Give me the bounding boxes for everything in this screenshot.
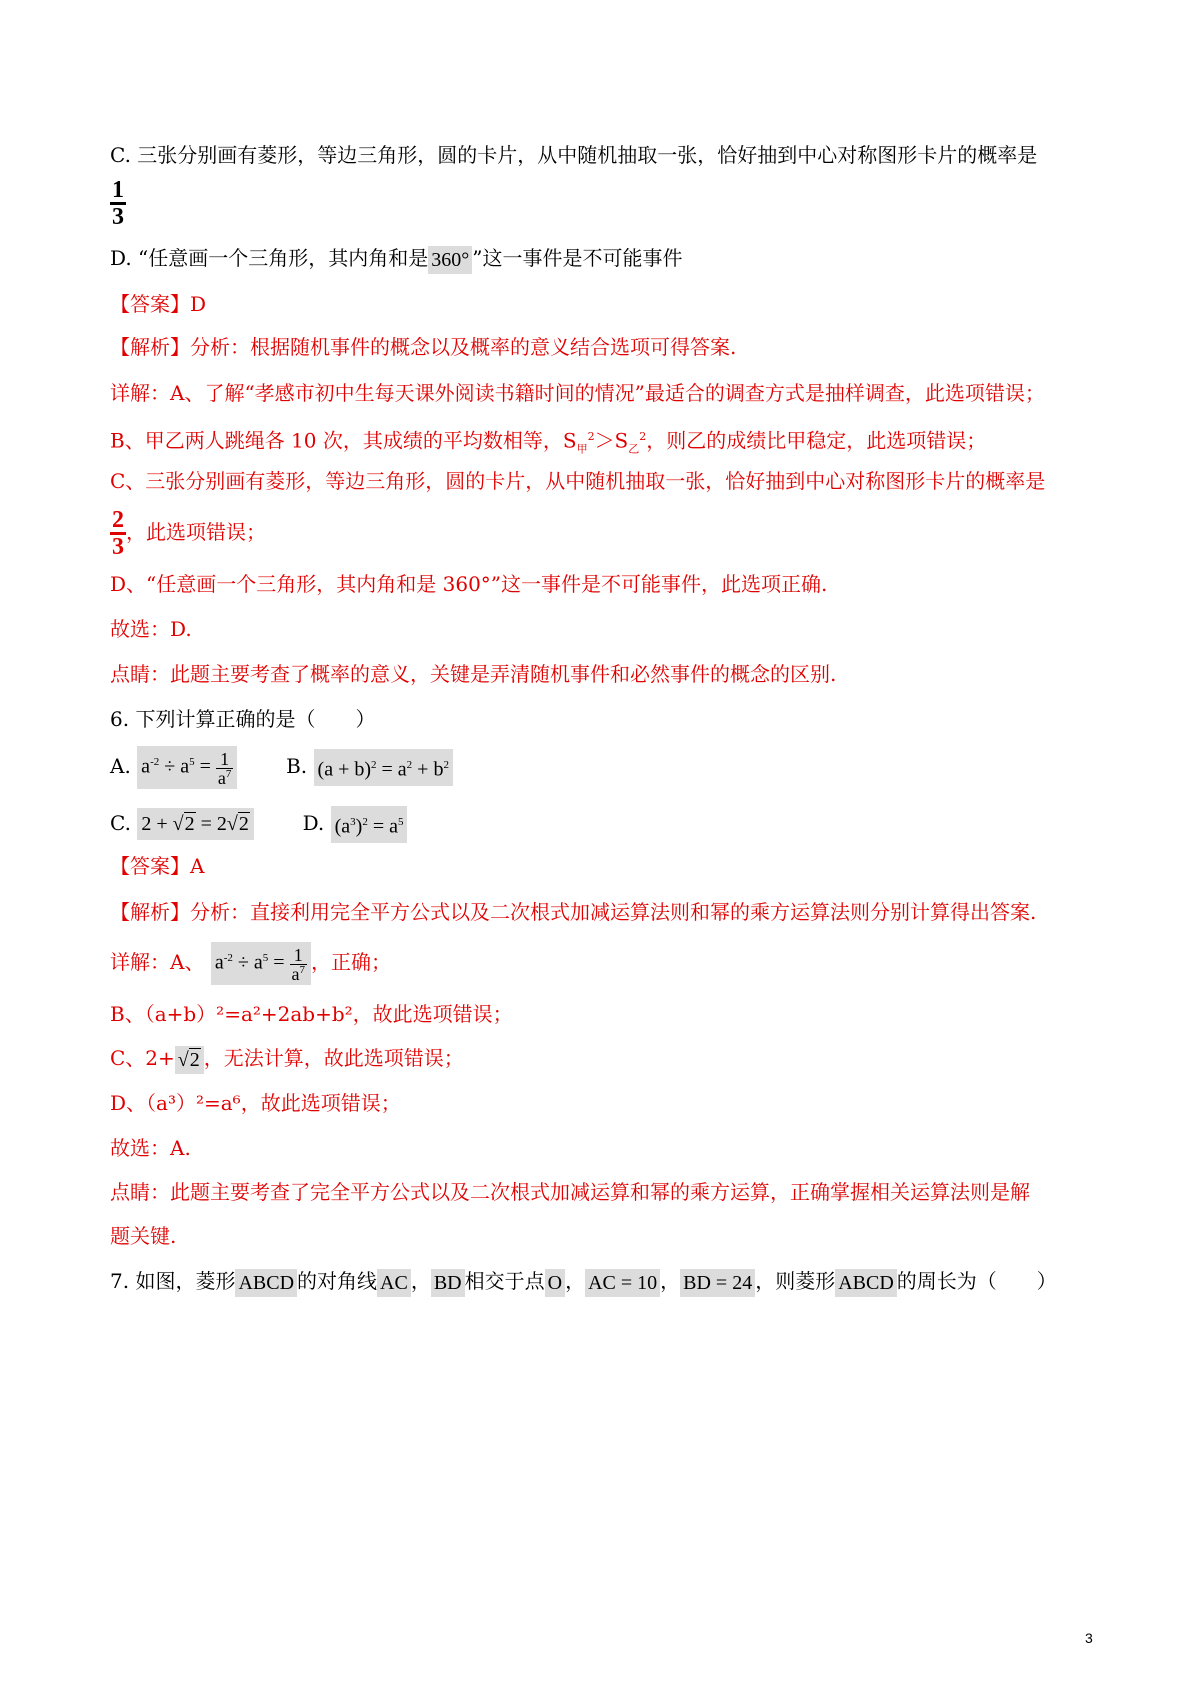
- fraction-denominator: 3: [112, 204, 124, 230]
- page-number: 3: [1085, 1630, 1093, 1646]
- comment-5: 点睛：此题主要考查了概率的意义，关键是弄清随机事件和必然事件的概念的区别.: [110, 662, 837, 686]
- detail-5-c2-suffix: ，此选项错误；: [126, 520, 266, 544]
- detail-5-c: C、三张分别画有菱形，等边三角形，圆的卡片，从中随机抽取一张，恰好抽到中心对称图形卡片的概率是: [110, 469, 1046, 493]
- math-bd-eq: BD = 24: [680, 1269, 755, 1297]
- detail-6-a-math: $a^{-2} \div a^5$ = $\frac{1}{a^7}$: [211, 942, 311, 985]
- answer-6: 【答案】A: [110, 854, 205, 878]
- option-a-math: $a^{-2} \div a^5$ = $\frac{1}{a^7}$: [137, 746, 237, 789]
- math-ac-eq: AC = 10: [585, 1269, 660, 1297]
- detail-5-d: D、“任意画一个三角形，其内角和是 360°”这一事件是不可能事件，此选项正确.: [110, 572, 828, 596]
- option-c-math: 2 + √2 = 2√2: [137, 808, 254, 840]
- detail-5-a: 详解：A、了解“孝感市初中生每天课外阅读书籍时间的情况”最适合的调查方式是抽样调查，此选项错误；: [110, 381, 1045, 405]
- option-c-label: C.: [110, 810, 131, 835]
- detail-6-c: C、2+ √2 ，无法计算，故此选项错误；: [110, 1044, 464, 1074]
- option-b-math: $(a + b)^2 = a^2 + b^2$: [314, 749, 453, 786]
- option-c-text: C. 三张分别画有菱形，等边三角形，圆的卡片，从中随机抽取一张，恰好抽到中心对称图形卡片的概率是: [110, 143, 1038, 167]
- option-d-label: D.: [302, 810, 325, 835]
- comment-6-line1: 点睛：此题主要考查了完全平方公式以及二次根式加减运算和幂的乘方运算，正确掌握相关运算法则是解: [110, 1180, 1030, 1204]
- detail-6-a: 详解：A、 $a^{-2} \div a^5$ = $\frac{1}{a^7}$ ，正确；: [110, 942, 391, 992]
- detail-5-b-suffix: ，则乙的成绩比甲稳定，此选项错误；: [646, 428, 987, 453]
- fraction-numerator: 2: [112, 507, 124, 533]
- option-d-suffix: ”这一事件是不可能事件: [472, 246, 683, 270]
- detail-5-b-prefix: B、甲乙两人跳绳各 10 次，其成绩的平均数相等，S: [110, 428, 577, 453]
- math-abcd: ABCD: [235, 1269, 297, 1297]
- fraction: [110, 508, 126, 559]
- math-ac: AC: [377, 1269, 411, 1297]
- comment-6-line2: 题关键.: [110, 1224, 177, 1248]
- choose-6: 故选：A.: [110, 1136, 191, 1160]
- fraction-numerator: 1: [112, 177, 124, 203]
- option-d: [110, 244, 683, 274]
- math-360: 360°: [428, 246, 472, 274]
- subscript: 乙: [628, 442, 640, 456]
- answer-5: 【答案】D: [110, 292, 207, 316]
- fraction-denominator: 3: [112, 534, 124, 560]
- option-a-label: A.: [110, 753, 131, 778]
- question-6: 6. 下列计算正确的是（ ）: [110, 707, 376, 731]
- option-b-label: B.: [286, 753, 308, 778]
- option-d-prefix: D. “任意画一个三角形，其内角和是: [110, 246, 429, 270]
- math-bd: BD: [431, 1269, 465, 1297]
- math-o: O: [545, 1269, 565, 1297]
- subscript: 甲: [576, 442, 588, 456]
- q6-options-cd: [110, 806, 407, 843]
- math-abcd-2: ABCD: [835, 1269, 897, 1297]
- detail-6-c-math: √2: [175, 1046, 204, 1074]
- detail-5-b-mid: ＞S: [594, 428, 629, 453]
- detail-6-d: D、（a³）²=a⁶，故此选项错误；: [110, 1091, 401, 1115]
- superscript: 2: [639, 430, 647, 443]
- choose-5: 故选：D.: [110, 617, 192, 641]
- analysis-5: 【解析】分析：根据随机事件的概念以及概率的意义结合选项可得答案.: [110, 335, 737, 359]
- q6-options-ab: [110, 746, 453, 796]
- detail-5-c2: [110, 508, 266, 559]
- detail-6-b: B、（a+b）²=a²+2ab+b²，故此选项错误；: [110, 1002, 513, 1026]
- question-7: 7. 如图，菱形 ABCD 的对角线 AC ， BD 相交于点 O ， AC = 10 ， BD = 24 ，则菱形 ABCD 的周长为（ ）: [110, 1267, 1057, 1297]
- option-c-fraction: [110, 178, 126, 229]
- superscript: 2: [587, 430, 595, 443]
- analysis-6: 【解析】分析：直接利用完全平方公式以及二次根式加减运算法则和幂的乘方运算法则分别计算得出答案.: [110, 900, 1037, 924]
- fraction: [110, 178, 126, 229]
- option-d-math: $(a^3)^2 = a^5$: [331, 806, 408, 843]
- detail-5-b: [110, 423, 986, 464]
